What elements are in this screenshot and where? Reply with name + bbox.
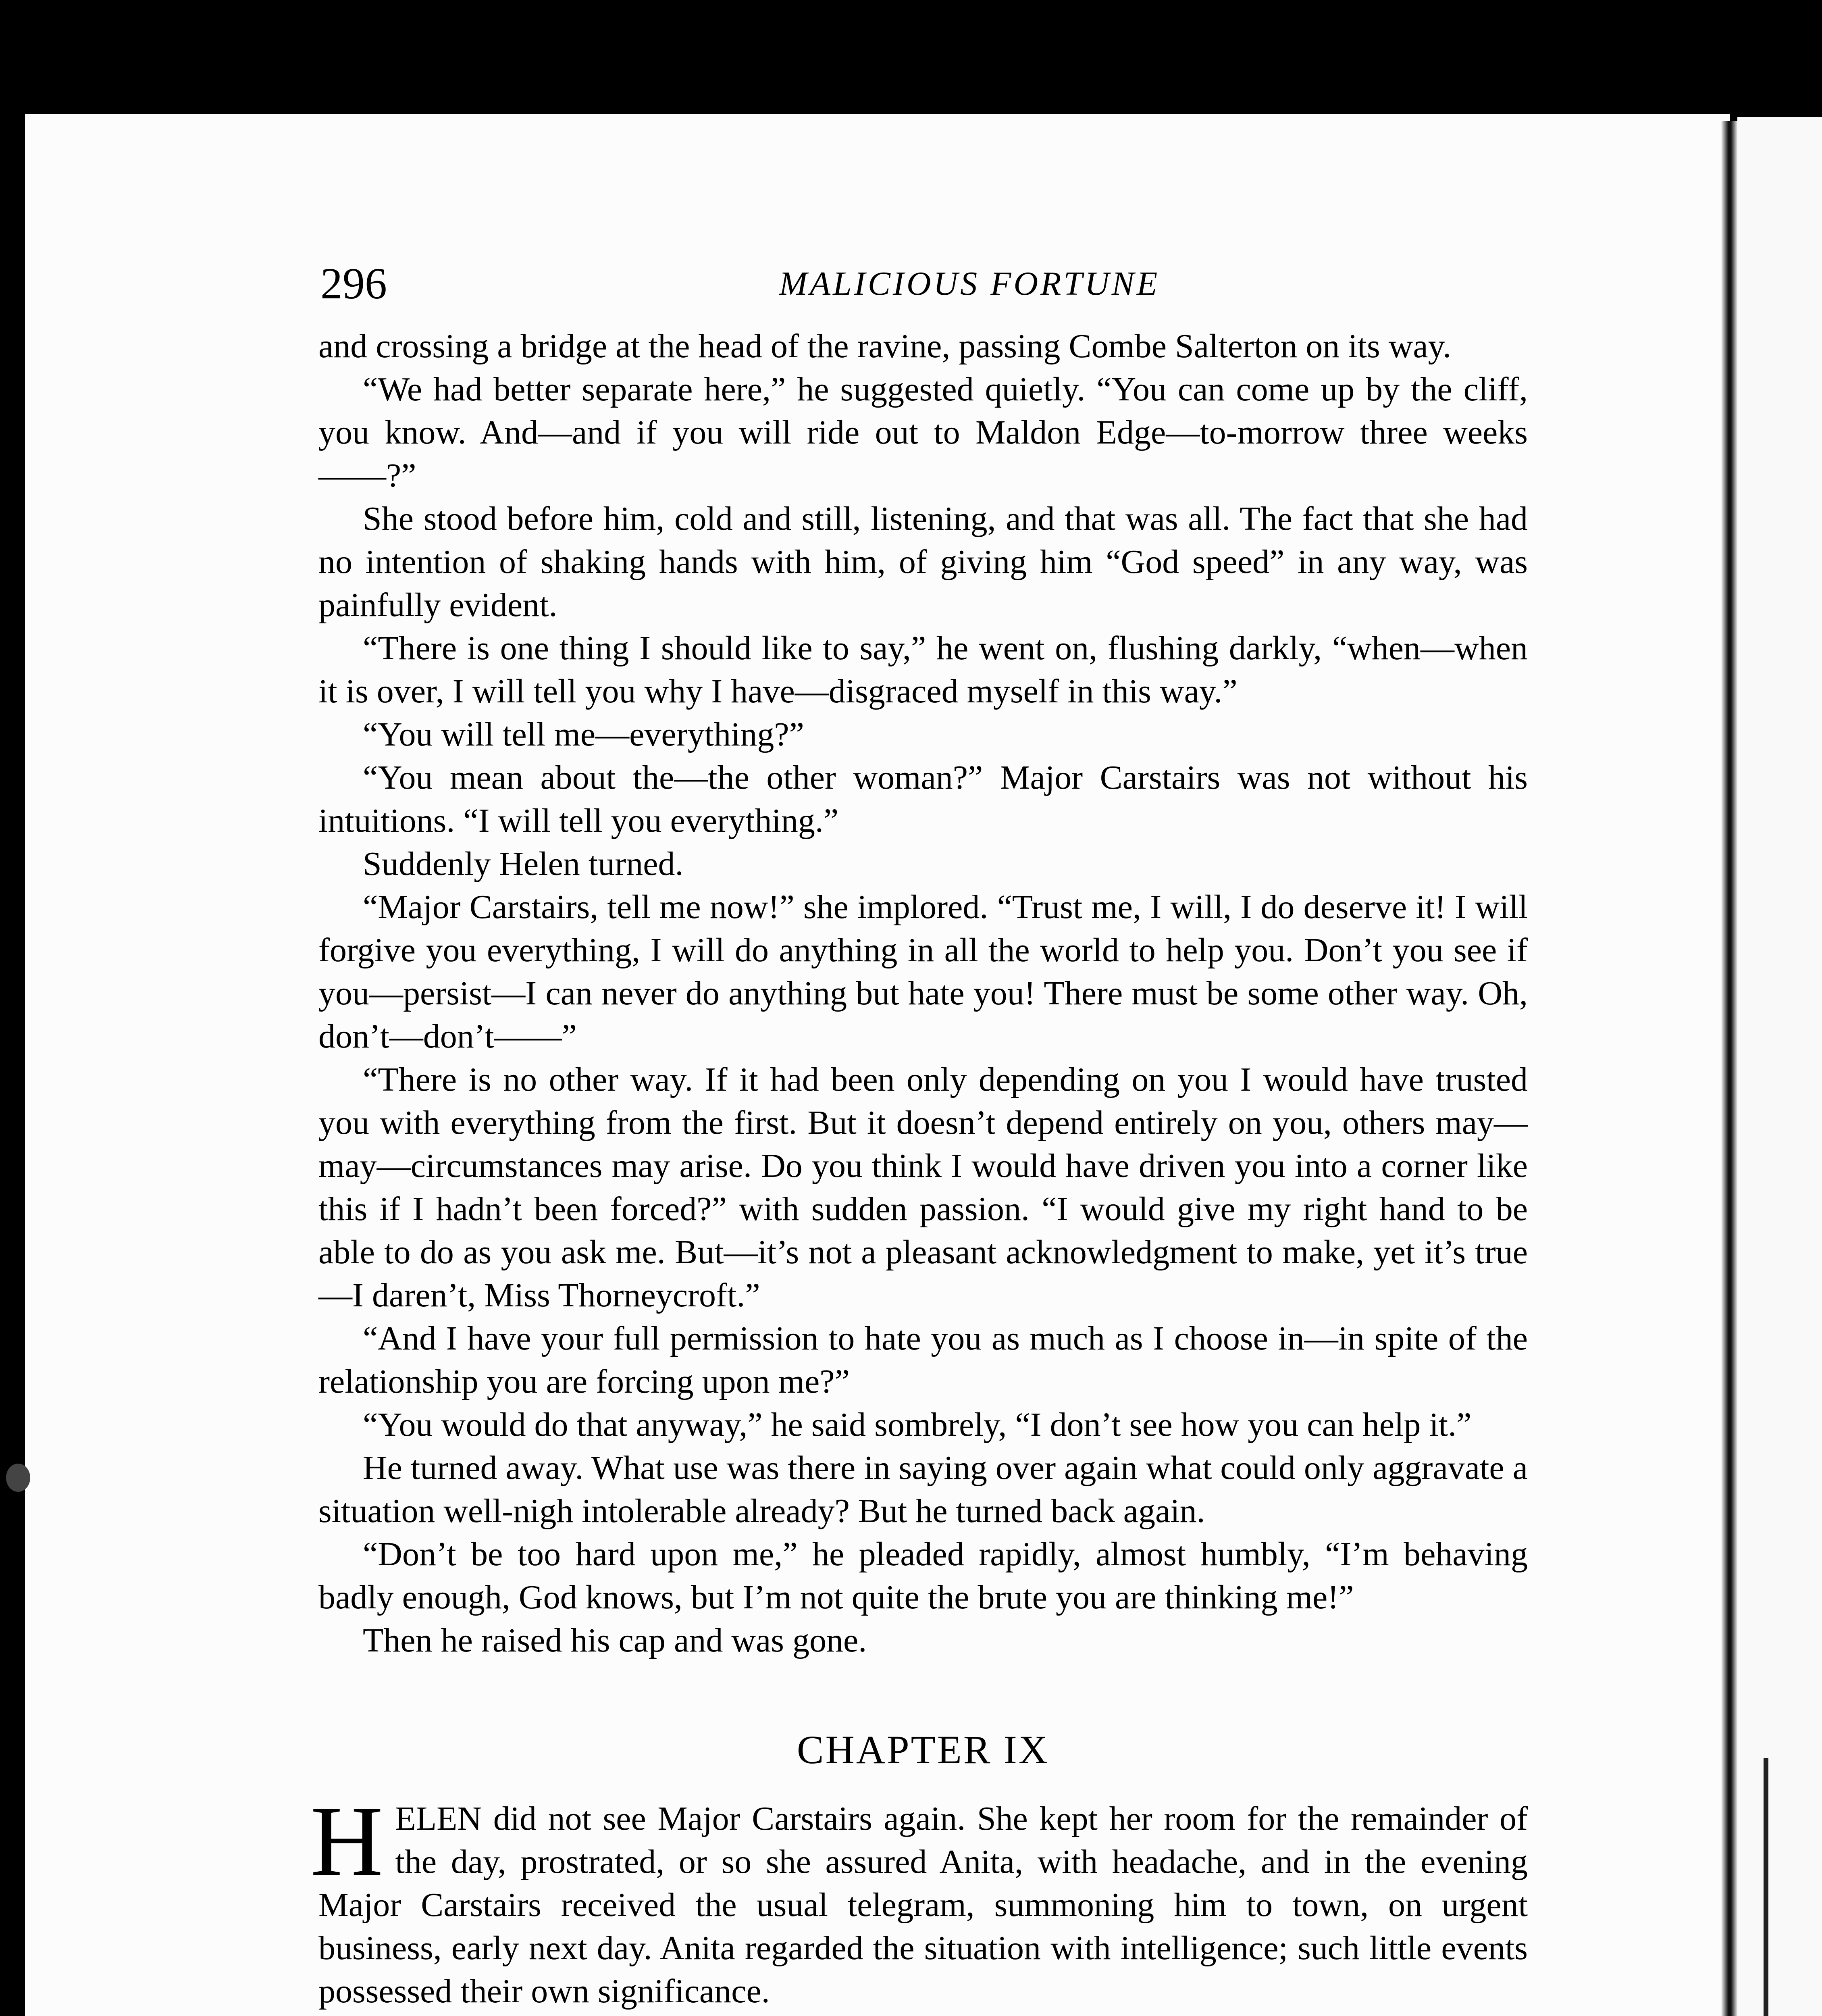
body-text (318, 325, 1528, 1662)
paragraph: Suddenly Helen turned. (363, 845, 684, 883)
paragraph: “We had better separate here,” he suggested quietly. “You can come up by the cliff, you know. And—and if you will ride out to Maldon Edge—to-morrow three weeks——?” (318, 371, 1528, 494)
page-speck (6, 1464, 30, 1492)
adjacent-page-edge (1737, 117, 1822, 2016)
paragraph: “You would do that anyway,” he said sombrely, “I don’t see how you can help it.” (363, 1406, 1472, 1443)
drop-cap: H (310, 1785, 383, 1897)
chapter-heading: CHAPTER IX (797, 1727, 1050, 1772)
running-header (318, 258, 1528, 319)
paragraph: “And I have your full permission to hate you as much as I choose in—in spite of the relationship you are forcing upon me?” (318, 1320, 1528, 1400)
running-title: MALICIOUS FORTUNE (779, 265, 1160, 302)
page-content (310, 258, 1528, 2013)
paragraph: “You mean about the—the other woman?” Major Carstairs was not without his intuitions. “I will tell you everything.” (318, 759, 1528, 839)
book-spine (1721, 121, 1737, 2016)
paragraph: “There is one thing I should like to say,” he went on, flushing darkly, “when—when it is over, I will tell you why I have—disgraced myself in this way.” (318, 629, 1528, 710)
page-number: 296 (320, 259, 387, 308)
binding-edge (1764, 1758, 1768, 2016)
paragraph: “There is no other way. If it had been only depending on you I would have trusted you with everything from the first. But it doesn’t depend entirely on you, others may—may—circumstances may arise. Do you think I would have driven you into a corner like this if I hadn’t been forced?” with sudden passion. “I would give my right hand to be able to do as you ask me. But—it’s not a pleasant acknowledgment to make, yet it’s true—I daren’t, Miss Thorneycroft.” (318, 1061, 1528, 1314)
chapter-opening (310, 1785, 1528, 2013)
paragraph: “Major Carstairs, tell me now!” she implored. “Trust me, I will, I do deserve it! I will forgive you everything, I will do anything in all the world to help you. Don’t you see if you—persist—I can never do anything but hate you! There must be some other way. Oh, don’t—don’t——” (318, 888, 1528, 1055)
chapter-paragraph: ELEN did not see Major Carstairs again. She kept her room for the remainder of the day, prostrated, or so she assured Anita, with headache, and in the evening Major Carstairs received the usual telegram, summoning him to town, on urgent business, early next day. Anita regarded the situation with intelligence; such little events possessed their own significance. (318, 1800, 1528, 2010)
paragraph: Then he raised his cap and was gone. (363, 1622, 867, 1659)
paragraph: “You will tell me—everything?” (363, 716, 804, 753)
paragraph: and crossing a bridge at the head of the ravine, passing Combe Salterton on its way. (318, 327, 1452, 365)
paragraph: He turned away. What use was there in saying over again what could only aggravate a situation well-nigh intolerable already? But he turned back again. (318, 1449, 1528, 1530)
paragraph: She stood before him, cold and still, listening, and that was all. The fact that she had no intention of shaking hands with him, of giving him “God speed” in any way, was painfully evident. (318, 500, 1528, 624)
paragraph: “Don’t be too hard upon me,” he pleaded rapidly, almost humbly, “I’m behaving badly enough, God knows, but I’m not quite the brute you are thinking me!” (318, 1535, 1528, 1616)
